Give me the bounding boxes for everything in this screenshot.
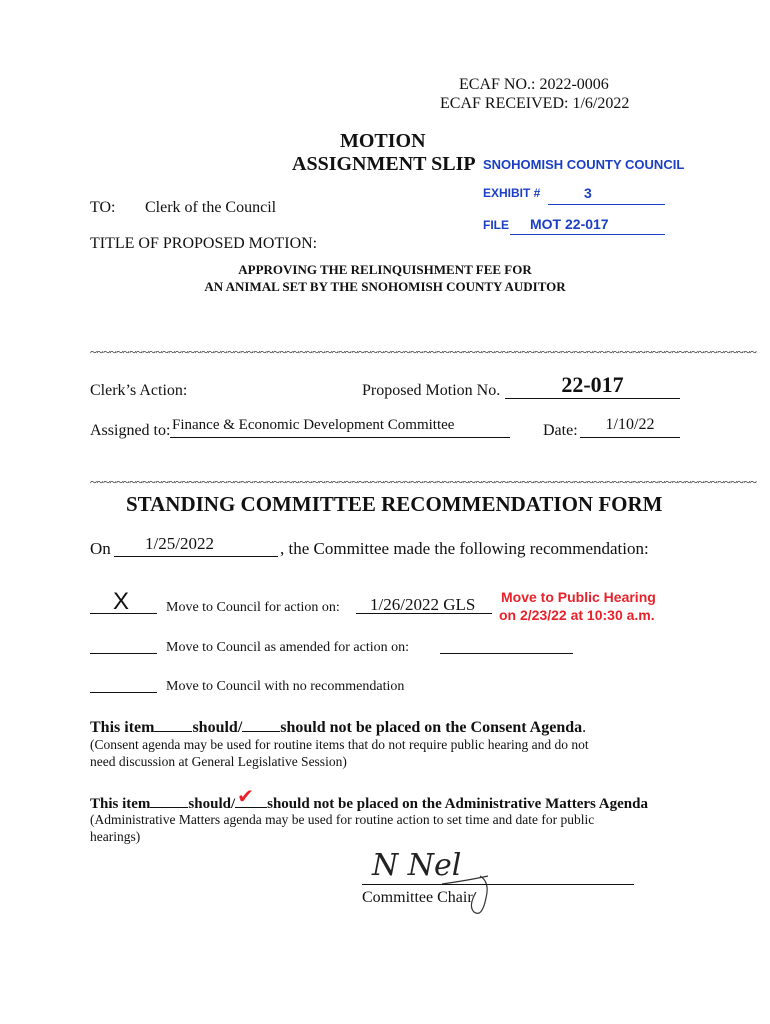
motion-no-line — [505, 398, 680, 399]
stamp-exhibit-value: 3 — [584, 185, 592, 201]
stamp-file-label: FILE — [483, 218, 509, 232]
consent-note-line2: need discussion at General Legislative Session) — [90, 754, 347, 769]
public-hearing-note-line2: on 2/23/22 at 10:30 a.m. — [499, 607, 655, 623]
to-value: Clerk of the Council — [145, 199, 277, 216]
motion-no-label: Proposed Motion No. — [362, 382, 501, 399]
admin-note-line1: (Administrative Matters agenda may be used for routine action to set time and date for public — [90, 812, 595, 827]
signature-line — [362, 884, 634, 885]
tilde-divider-2: ~~~~~~~~~~~~~~~~~~~~~~~~~~~~~~~~~~~~~~~~~~~~~~~~~~~~~~~~~~~~~~~~~~~~~~~~~~~~~~~~~~~~~~~~~~~~~~~~~~~~~~ — [90, 474, 757, 489]
consent-statement: This item should/ should not be placed on the Consent Agenda. — [90, 719, 587, 736]
ecaf-number: ECAF NO.: 2022-0006 — [459, 76, 609, 93]
option1-value: 1/26/2022 GLS — [370, 595, 476, 614]
stamp-exhibit-line — [548, 204, 665, 205]
on-label: On — [90, 539, 111, 558]
admin-check-mark: ✔ — [237, 784, 254, 808]
clerk-action-label: Clerk’s Action: — [90, 382, 188, 399]
stamp-council: SNOHOMISH COUNTY COUNCIL — [483, 157, 685, 172]
motion-title-label: TITLE OF PROPOSED MOTION: — [90, 235, 318, 252]
option2-value-line — [440, 653, 573, 654]
motion-title-line1: APPROVING THE RELINQUISHMENT FEE FOR — [238, 262, 532, 277]
chair-signature: N Nel — [372, 848, 462, 883]
motion-title-line2: AN ANIMAL SET BY THE SNOHOMISH COUNTY AUDITOR — [204, 279, 566, 294]
date-line — [580, 437, 680, 438]
stamp-exhibit-label: EXHIBIT # — [483, 186, 541, 200]
stamp-file-line — [510, 234, 665, 235]
option2-mark-line — [90, 653, 157, 654]
motion-no-value: 22-017 — [561, 372, 624, 397]
on-date-value: 1/25/2022 — [145, 534, 214, 553]
date-label: Date: — [543, 422, 578, 439]
date-value: 1/10/22 — [605, 416, 655, 433]
option1-label: Move to Council for action on: — [166, 600, 340, 615]
consent-note-line1: (Consent agenda may be used for routine items that do not require public hearing and do not — [90, 737, 589, 752]
admin-statement: This item should/ ✔ should not be placed on the Administrative Matters Agenda — [90, 784, 648, 812]
admin-note-line2: hearings) — [90, 829, 141, 844]
assigned-label: Assigned to: — [90, 422, 171, 439]
tilde-divider: ~~~~~~~~~~~~~~~~~~~~~~~~~~~~~~~~~~~~~~~~~~~~~~~~~~~~~~~~~~~~~~~~~~~~~~~~~~~~~~~~~~~~~~~~~~~~~~~~~~~~~~ — [90, 344, 757, 359]
ecaf-received: ECAF RECEIVED: 1/6/2022 — [440, 95, 630, 112]
title-assignment-slip: ASSIGNMENT SLIP — [292, 153, 476, 175]
option3-mark-line — [90, 692, 157, 693]
assigned-line — [170, 437, 510, 438]
option2-label: Move to Council as amended for action on: — [166, 640, 409, 655]
stamp-file-value: MOT 22-017 — [530, 216, 609, 232]
to-label: TO: — [90, 199, 116, 216]
assigned-value: Finance & Economic Development Committee — [172, 417, 455, 433]
committee-chair-label: Committee Chair — [362, 889, 473, 906]
option3-label: Move to Council with no recommendation — [166, 679, 405, 694]
option1-x-mark: X — [113, 588, 130, 615]
public-hearing-note-line1: Move to Public Hearing — [501, 589, 656, 605]
form-heading: STANDING COMMITTEE RECOMMENDATION FORM — [126, 492, 663, 516]
title-motion: MOTION — [340, 130, 426, 152]
on-suffix: , the Committee made the following recommendation: — [280, 539, 649, 558]
on-date-line — [114, 556, 278, 557]
